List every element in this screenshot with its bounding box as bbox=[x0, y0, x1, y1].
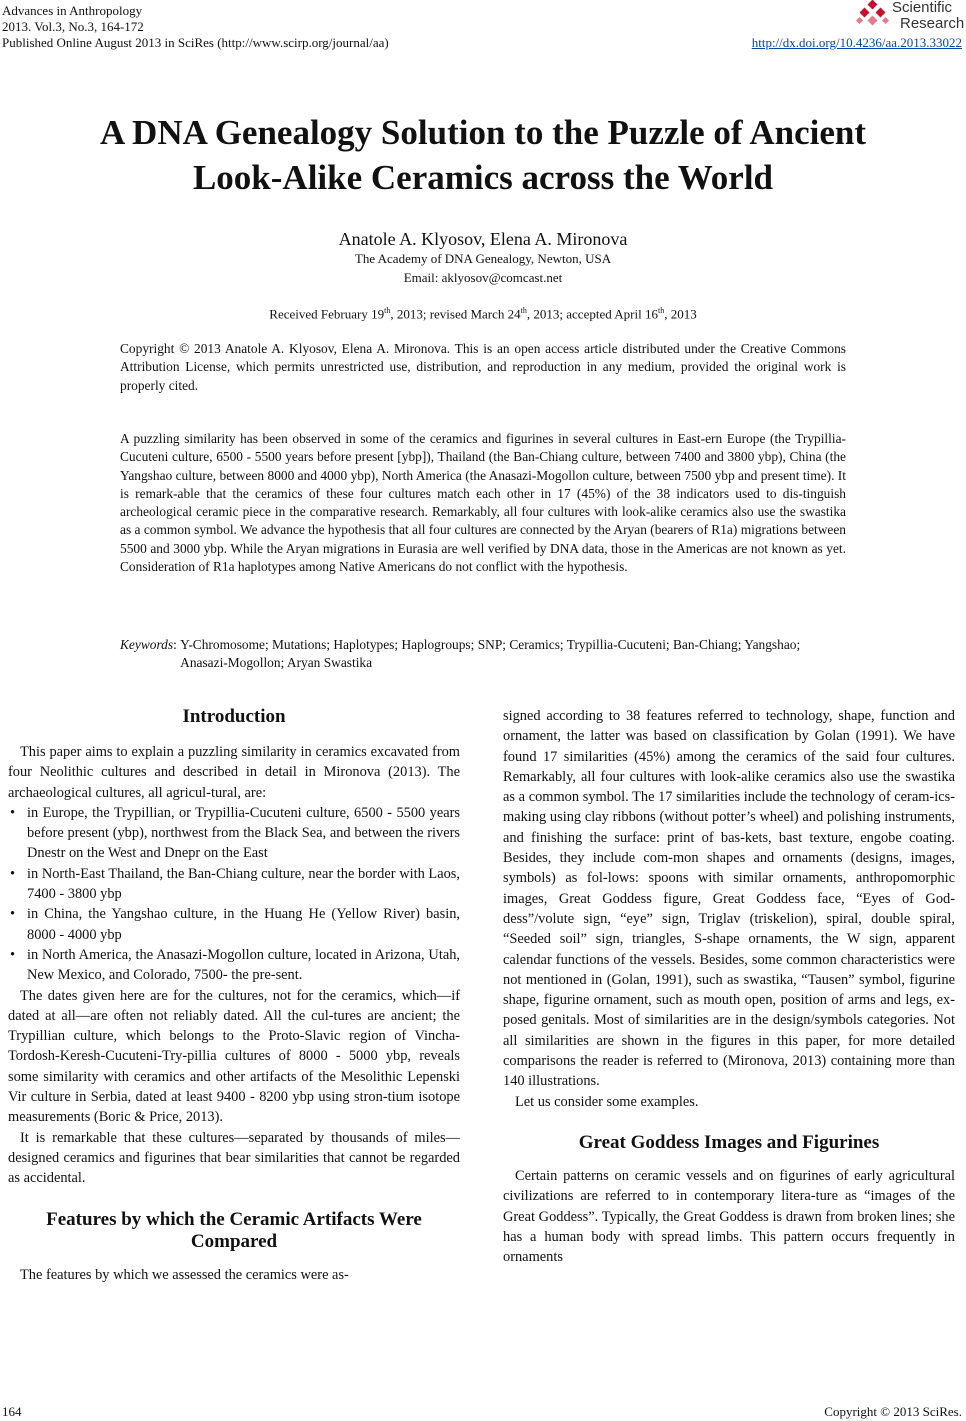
great-goddess-paragraph: Certain patterns on ceramic vessels and on figurines of early agricultural civilizations are referred to in contemporary litera-ture as “images of the Great Goddess”. Typically, the Great Goddess is drawn from broken lines; she has a human body with spread limbs. This pattern occurs frequently in ornaments bbox=[503, 1167, 955, 1266]
logo-line-2: Research bbox=[900, 15, 965, 32]
journal-volume: 2013. Vol.3, No.3, 164-172 bbox=[2, 19, 144, 34]
affiliation-block bbox=[0, 250, 966, 286]
list-item bbox=[8, 945, 460, 986]
abstract: A puzzling similarity has been observed in some of the ceramics and figurines in several cultures in East-ern Europe (the Trypillia-Cucuteni culture, 6500 - 5500 years before present [ybp]), Thailand (the Ban-Chiang culture, between 7400 and 3800 ybp), China (the Yangshao culture, between 8000 and 4000 ybp), North America (the Anasazi-Mogollon culture, between 7500 ybp and present time). It is remark-able that the ceramics of these four cultures match each other in 17 (45%) of the 38 indicators used to dis-tinguish archeological ceramic piece in the comparative research. Remarkably, all four cultures with look-alike ceramics also use the swastika as a common symbol. We advance the hypothesis that all four cultures are connected by the Aryan (bearers of R1a) migrations between 5500 and 3000 ybp. While the Aryan migrations in Eurasia are well verified by DNA data, those in the Americas are not known as yet. Consideration of R1a haplotypes among Native Americans do not conflict with the hypothesis. bbox=[120, 431, 846, 575]
page-number: 164 bbox=[2, 1404, 22, 1419]
received-sup: th bbox=[384, 306, 391, 315]
features-heading bbox=[8, 1209, 460, 1253]
logo-line-1: Scientific bbox=[892, 0, 953, 16]
bullet-icon: • bbox=[10, 946, 16, 963]
features-paragraph-1: The features by which we assessed the ceramics were as- bbox=[20, 1266, 349, 1283]
published-line: Published Online August 2013 in SciRes (http://www.scirp.org/journal/aa) bbox=[2, 35, 389, 50]
journal-name: Advances in Anthropology bbox=[2, 3, 143, 18]
great-goddess-heading: Great Goddess Images and Figurines bbox=[578, 1131, 880, 1153]
accepted-sup: th bbox=[657, 306, 665, 315]
doi-link[interactable]: http://dx.doi.org/10.4236/aa.2013.33022 bbox=[751, 35, 962, 50]
left-column bbox=[8, 706, 460, 1285]
running-header bbox=[2, 3, 389, 51]
logo-diamond-icon bbox=[856, 0, 890, 30]
intro-paragraph-3: It is remarkable that these cultures—separated by thousands of miles—designed ceramics and figurines that bear similarities that cannot be regarded as accidental. bbox=[8, 1129, 460, 1187]
list-item bbox=[8, 904, 460, 945]
bullet-icon: • bbox=[10, 865, 16, 882]
accepted-text: , 2013; accepted April 16 bbox=[526, 306, 658, 322]
list-item bbox=[8, 864, 460, 905]
list-item-text: in North-East Thailand, the Ban-Chiang culture, near the border with Laos, 7400 - 3800 ybp bbox=[27, 865, 460, 903]
copyright-notice: Copyright © 2013 Anatole A. Klyosov, Elena A. Mironova. This is an open access article distributed under the Creative Commons Attribution License, which permits unrestricted use, distribution, and reproduction in any medium, provided the original work is properly cited. bbox=[120, 341, 846, 393]
bullet-icon: • bbox=[10, 804, 16, 821]
email: Email: aklyosov@comcast.net bbox=[403, 270, 563, 285]
paper-title bbox=[0, 110, 966, 200]
examples-line: Let us consider some examples. bbox=[515, 1093, 699, 1110]
features-heading-line-2: Compared bbox=[190, 1230, 278, 1252]
keywords-label: Keywords bbox=[120, 637, 174, 652]
keywords: Keywords: Y-Chromosome; Mutations; Haplotypes; Haplogroups; SNP; Ceramics; Trypillia-Cucuteni; Ban-Chiang; Yangshao; Anasazi-Mogollon; Aryan Swastika bbox=[120, 636, 846, 673]
title-line-1: A DNA Genealogy Solution to the Puzzle of Ancient bbox=[99, 113, 867, 152]
list-item-text: in North America, the Anasazi-Mogollon culture, located in Arizona, Utah, New Mexico, and Colorado, 7500- the pre-sent. bbox=[27, 946, 460, 984]
authors: Anatole A. Klyosov, Elena A. Mironova bbox=[338, 229, 628, 249]
cultures-list bbox=[8, 803, 460, 986]
keywords-list: Y-Chromosome; Mutations; Haplotypes; Haplogroups; SNP; Ceramics; Trypillia-Cucuteni; Ban-Chiang; Yangshao; Anasazi-Mogollon; Aryan Swastika bbox=[180, 637, 801, 671]
received-dates bbox=[0, 302, 966, 322]
received-text: Received February 19 bbox=[269, 306, 385, 322]
list-item-text: in China, the Yangshao culture, in the Huang He (Yellow River) basin, 8000 - 4000 ybp bbox=[27, 906, 460, 943]
intro-paragraph-2: The dates given here are for the cultures, not for the ceramics, which—if dated at all—are often not reliably dated. All the cul-tures are ancient; the Trypillian culture, which belongs to the Proto-Slavic region of Vincha-Tordosh-Keresh-Cucuteni-Try-pillia cultures of 8000 - 5000 ybp, reveals some similarity with ceramics and other artifacts of the Mesolithic Lepenski Vir culture in Serbia, dated at least 9400 - 8200 ybp using stron-tium isotope measurements (Boric & Price, 2013). bbox=[8, 987, 460, 1126]
list-item-text: in Europe, the Trypillian, or Trypillia-Cucuteni culture, 6500 - 5500 years before present (ybp), northwest from the Black Sea, and between the rivers Dnestr on the West and Dnepr on the East bbox=[27, 804, 460, 862]
revised-sup: th bbox=[520, 306, 527, 315]
features-paragraph-continued: signed according to 38 features referred to technology, shape, function and ornament, the latter was based on classification by Golan (1991). We have found 17 similarities (45%) among the ceramics of the said four cultures. Remarkably, all four cultures with look-alike ceramics also use the swastika as a common symbol. The 17 similarities include the technology of ceram-ics-making using clay ribbons (without potter’s wheel) and polishing instruments, and finishing the surface: print of bas-kets, bast texture, engobe coating. Besides, they include com-mon shapes and ornaments (designs, images, symbols) as fol-lows: spoons with similar ornaments, anthropomorphic images, Great Goddess figure, Great Goddess face, “Eyes of God-dess”/volute sign, “eye” sign, Triglav (triskelion), spiral, double spiral, “Seeded soil” sign, triangles, S-shape ornaments, the W sign, apparent calendar functions of the vessels. Besides, some common characteristics were not mentioned in (Golan, 1991), such as swastika, “Tausen” symbol, figurine shape, figurine ornament, such as mouth open, position of arms and legs, ex-posed genitals. Most of similarities are in the design/symbols categories. Not all similarities are shown in the figures in this paper, for more detailed comparisons the reader is referred to (Mironova, 2013) containing more than 140 illustrations. bbox=[503, 708, 955, 1090]
title-line-2: Look-Alike Ceramics across the World bbox=[192, 158, 774, 197]
right-column bbox=[503, 706, 955, 1267]
list-item bbox=[8, 803, 460, 864]
footer-copyright: Copyright © 2013 SciRes. bbox=[824, 1404, 962, 1419]
bullet-icon: • bbox=[10, 906, 16, 923]
revised-text: , 2013; revised March 24 bbox=[390, 306, 521, 322]
affiliation: The Academy of DNA Genealogy, Newton, USA bbox=[354, 251, 612, 266]
logo-text bbox=[892, 0, 964, 32]
features-heading-line-1: Features by which the Ceramic Artifacts Were bbox=[46, 1208, 422, 1230]
year-text: , 2013 bbox=[664, 306, 697, 322]
introduction-heading: Introduction bbox=[182, 706, 286, 727]
scientific-research-logo bbox=[856, 0, 965, 34]
intro-paragraph-1: This paper aims to explain a puzzling similarity in ceramics excavated from four Neolithic cultures and described in detail in Mironova (2013). The archaeological cultures, all agricul-tural, are: bbox=[8, 744, 460, 801]
